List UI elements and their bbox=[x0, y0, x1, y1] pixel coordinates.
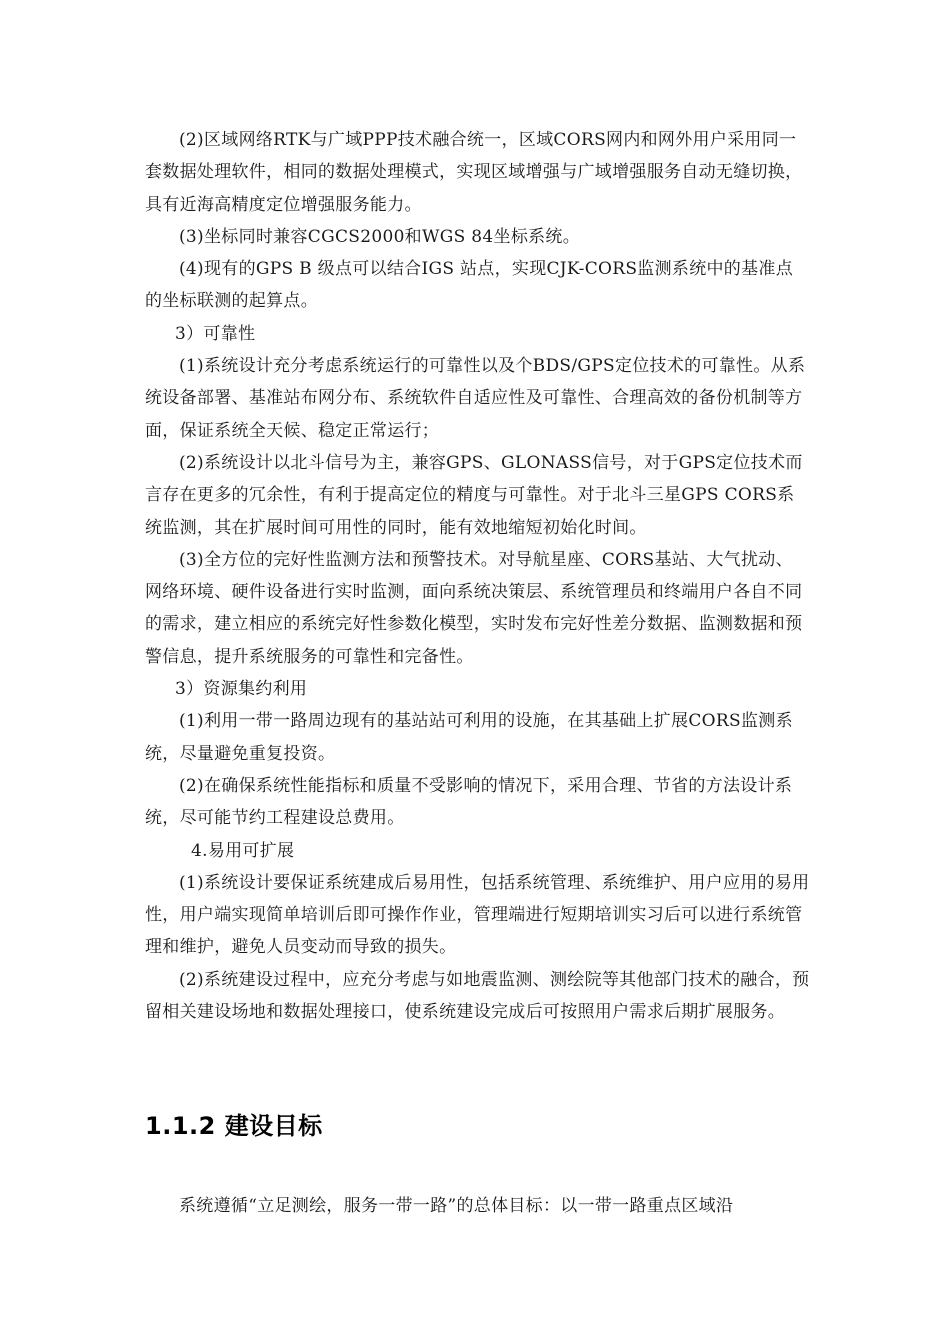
paragraph-resources-2: (2)在确保系统性能指标和质量不受影响的情况下，采用合理、节省的方法设计系统，尽可能节约工程建设总费用。 bbox=[145, 775, 793, 829]
paragraph-coordinate-system: (3)坐标同时兼容CGCS2000和WGS 84坐标系统。 bbox=[179, 226, 581, 247]
paragraph-reliability-3: (3)全方位的完好性监测方法和预警技术。对导航星座、CORS基站、大气扰动、网络环境、硬件设备进行实时监测，面向系统决策层、系统管理员和终端用户各自不同的需求，建立相应的系统完好性参数化模型，实时发布完好性差分数据、监测数据和预警信息，提升系统服务的可靠性和完备性。 bbox=[145, 549, 803, 667]
body-text bbox=[145, 124, 810, 1028]
paragraph-goal-intro: 系统遵循“立足测绘，服务一带一路”的总体目标：以一带一路重点区域沿 bbox=[179, 1196, 734, 1216]
paragraph-rtk-ppp: (2)区域网络RTK与广域PPP技术融合统一，区域CORS网内和网外用户采用同一套数据处理软件，相同的数据处理模式，实现区域增强与广域增强服务自动无缝切换，具有近海高精度定位增强服务能力。 bbox=[145, 130, 803, 215]
subheading-usability: 4.易用可扩展 bbox=[191, 840, 295, 861]
paragraph-reliability-2: (2)系统设计以北斗信号为主，兼容GPS、GLONASS信号，对于GPS定位技术而言存在更多的冗余性，有利于提高定位的精度与可靠性。对于北斗三星GPS CORS系统监测，其在扩展时间可用性的同时，能有效地缩短初始化时间。 bbox=[145, 452, 803, 538]
subheading-reliability: 3）可靠性 bbox=[175, 323, 256, 344]
paragraph-resources-1: (1)利用一带一路周边现有的基站站可利用的设施，在其基础上扩展CORS监测系统，尽量避免重复投资。 bbox=[145, 711, 793, 764]
section-heading: 1.1.2 建设目标 bbox=[145, 1112, 323, 1140]
subheading-resources: 3）资源集约利用 bbox=[175, 679, 308, 700]
paragraph-usability-1: (1)系统设计要保证系统建成后易用性，包括系统管理、系统维护、用户应用的易用性，用户端实现简单培训后即可操作作业，管理端进行短期培训实习后可以进行系统管理和维护，避免人员变动而导致的损失。 bbox=[145, 872, 810, 958]
paragraph-gps-b-points: (4)现有的GPS B 级点可以结合IGS 站点，实现CJK-CORS监测系统中的基准点的坐标联测的起算点。 bbox=[145, 259, 794, 312]
paragraph-usability-2: (2)系统建设过程中，应充分考虑与如地震监测、测绘院等其他部门技术的融合，预留相关建设场地和数据处理接口，使系统建设完成后可按照用户需求后期扩展服务。 bbox=[145, 969, 810, 1023]
paragraph-reliability-1: (1)系统设计充分考虑系统运行的可靠性以及个BDS/GPS定位技术的可靠性。从系统设备部署、基准站布网分布、系统软件自适应性及可靠性、合理高效的备份机制等方面，保证系统全天候、稳定正常运行； bbox=[145, 356, 806, 441]
